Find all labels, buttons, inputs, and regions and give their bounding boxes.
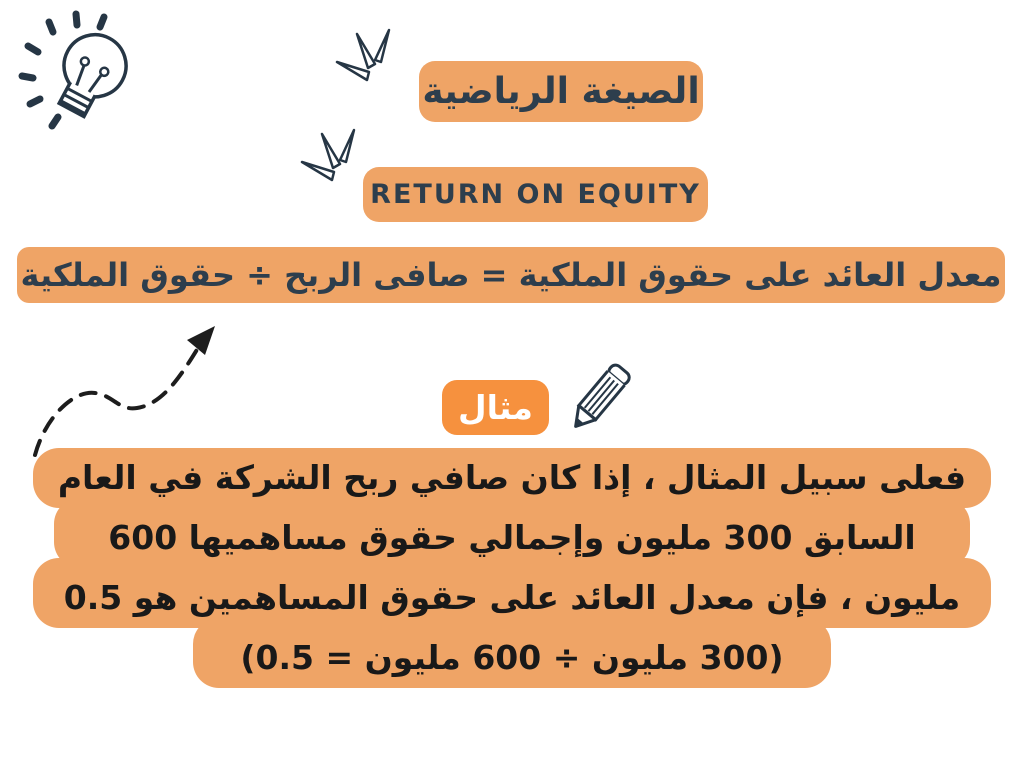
example-badge: مثال <box>442 380 549 435</box>
example-line-1: فعلى سبيل المثال ، إذا كان صافي ربح الشركة في العام <box>33 448 991 508</box>
roe-formula: معدل العائد على حقوق الملكية = صافى الربح ÷ حقوق الملكية <box>17 247 1005 303</box>
page-title-english: RETURN ON EQUITY <box>363 167 708 222</box>
page-title-arabic: الصيغة الرياضية <box>419 61 703 122</box>
example-line-3: مليون ، فإن معدل العائد على حقوق المساهمين هو 0.5 <box>33 558 991 628</box>
dashed-arrow-icon <box>15 318 235 463</box>
example-line-2: السابق 300 مليون وإجمالي حقوق مساهميها 600 <box>54 498 970 568</box>
pencil-icon <box>552 346 652 444</box>
lightbulb-icon <box>8 4 153 149</box>
example-line-4: (300 مليون ÷ 600 مليون = 0.5) <box>193 618 831 688</box>
sparkle-icon <box>333 28 405 90</box>
example-text-block <box>0 448 1024 688</box>
sparkle-icon <box>298 128 370 190</box>
